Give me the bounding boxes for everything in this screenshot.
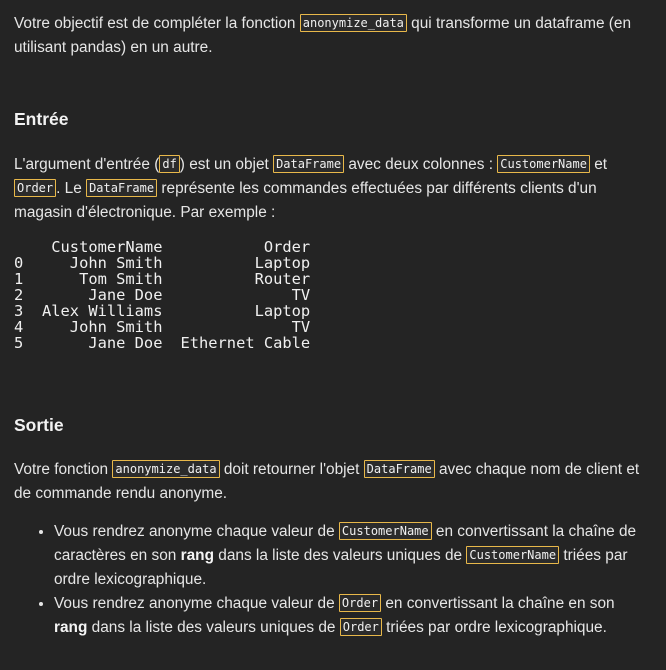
rule-text: triées par ordre lexicographique. — [54, 547, 628, 588]
table-row — [14, 271, 310, 287]
intro-text: Votre objectif est de compléter la fonction — [14, 15, 300, 32]
row-index: 3 — [14, 302, 24, 320]
cell-customername: Jane Doe — [88, 286, 163, 304]
rule-text: en convertissant la chaîne en son — [381, 595, 615, 612]
output-text: doit retourner l'objet — [219, 461, 364, 478]
customername-code: CustomerName — [339, 522, 432, 540]
input-text: L'argument d'entrée ( — [14, 156, 160, 173]
customername-code: CustomerName — [466, 546, 559, 564]
cell-customername: Tom Smith — [79, 270, 163, 288]
table-row — [14, 287, 310, 303]
rank-emphasis: rang — [54, 619, 88, 636]
output-paragraph — [14, 458, 652, 506]
dataframe-code: DataFrame — [364, 460, 435, 478]
rule-text: Vous rendrez anonyme chaque valeur de — [54, 523, 339, 540]
input-text: et — [589, 156, 608, 173]
input-text: . Le — [56, 180, 87, 197]
dataframe-code: DataFrame — [273, 155, 344, 173]
rule-text: dans la liste des valeurs uniques de — [213, 547, 467, 564]
cell-order: Ethernet Cable — [180, 334, 311, 352]
cell-order: Router — [254, 270, 311, 288]
dataframe-code: DataFrame — [86, 179, 157, 197]
input-text: avec deux colonnes : — [344, 156, 498, 173]
column-header-order: Order — [263, 238, 311, 256]
cell-customername: Jane Doe — [88, 334, 163, 352]
input-paragraph — [14, 153, 652, 225]
rule-text: en convertissant la chaîne de caractères en son — [54, 523, 637, 564]
cell-customername: Alex Williams — [42, 302, 163, 320]
rank-emphasis: rang — [180, 547, 214, 564]
output-text: Votre fonction — [14, 461, 113, 478]
order-code: Order — [339, 594, 381, 612]
rule-text: Vous rendrez anonyme chaque valeur de — [54, 595, 339, 612]
cell-order: Laptop — [254, 254, 311, 272]
row-index: 4 — [14, 318, 24, 336]
list-item — [54, 592, 652, 640]
row-index: 1 — [14, 270, 24, 288]
rule-text: dans la liste des valeurs uniques de — [87, 619, 340, 636]
table-header-row — [14, 239, 310, 255]
input-text: représente les commandes effectuées par différents clients d'un magasin d'électronique. Par exemple : — [14, 180, 597, 221]
cell-customername: John Smith — [69, 318, 163, 336]
customername-code: CustomerName — [497, 155, 590, 173]
rules-list — [14, 520, 652, 640]
input-heading: Entrée — [14, 109, 69, 129]
example-table — [14, 239, 310, 351]
list-item — [54, 520, 652, 592]
input-text: ) est un objet — [179, 156, 274, 173]
cell-order: TV — [291, 318, 311, 336]
intro-text-end: qui transforme un dataframe (en utilisant pandas) en un autre. — [14, 15, 632, 56]
table-row — [14, 255, 310, 271]
cell-order: Laptop — [254, 302, 311, 320]
table-row — [14, 319, 310, 335]
rule-text: triées par ordre lexicographique. — [381, 619, 607, 636]
index-header — [14, 239, 42, 255]
column-header-customername: CustomerName — [51, 238, 163, 256]
example-dataframe — [14, 239, 652, 351]
output-heading: Sortie — [14, 415, 64, 435]
row-index: 5 — [14, 334, 24, 352]
intro-paragraph — [14, 12, 652, 60]
order-code: Order — [340, 618, 382, 636]
row-index: 0 — [14, 254, 24, 272]
df-code: df — [159, 155, 179, 173]
order-code: Order — [14, 179, 56, 197]
function-name-code: anonymize_data — [300, 14, 407, 32]
table-row — [14, 303, 310, 319]
row-index: 2 — [14, 286, 24, 304]
cell-order: TV — [291, 286, 311, 304]
function-name-code: anonymize_data — [112, 460, 219, 478]
table-row — [14, 335, 310, 351]
cell-customername: John Smith — [69, 254, 163, 272]
output-text: avec chaque nom de client et de commande rendu anonyme. — [14, 461, 640, 502]
